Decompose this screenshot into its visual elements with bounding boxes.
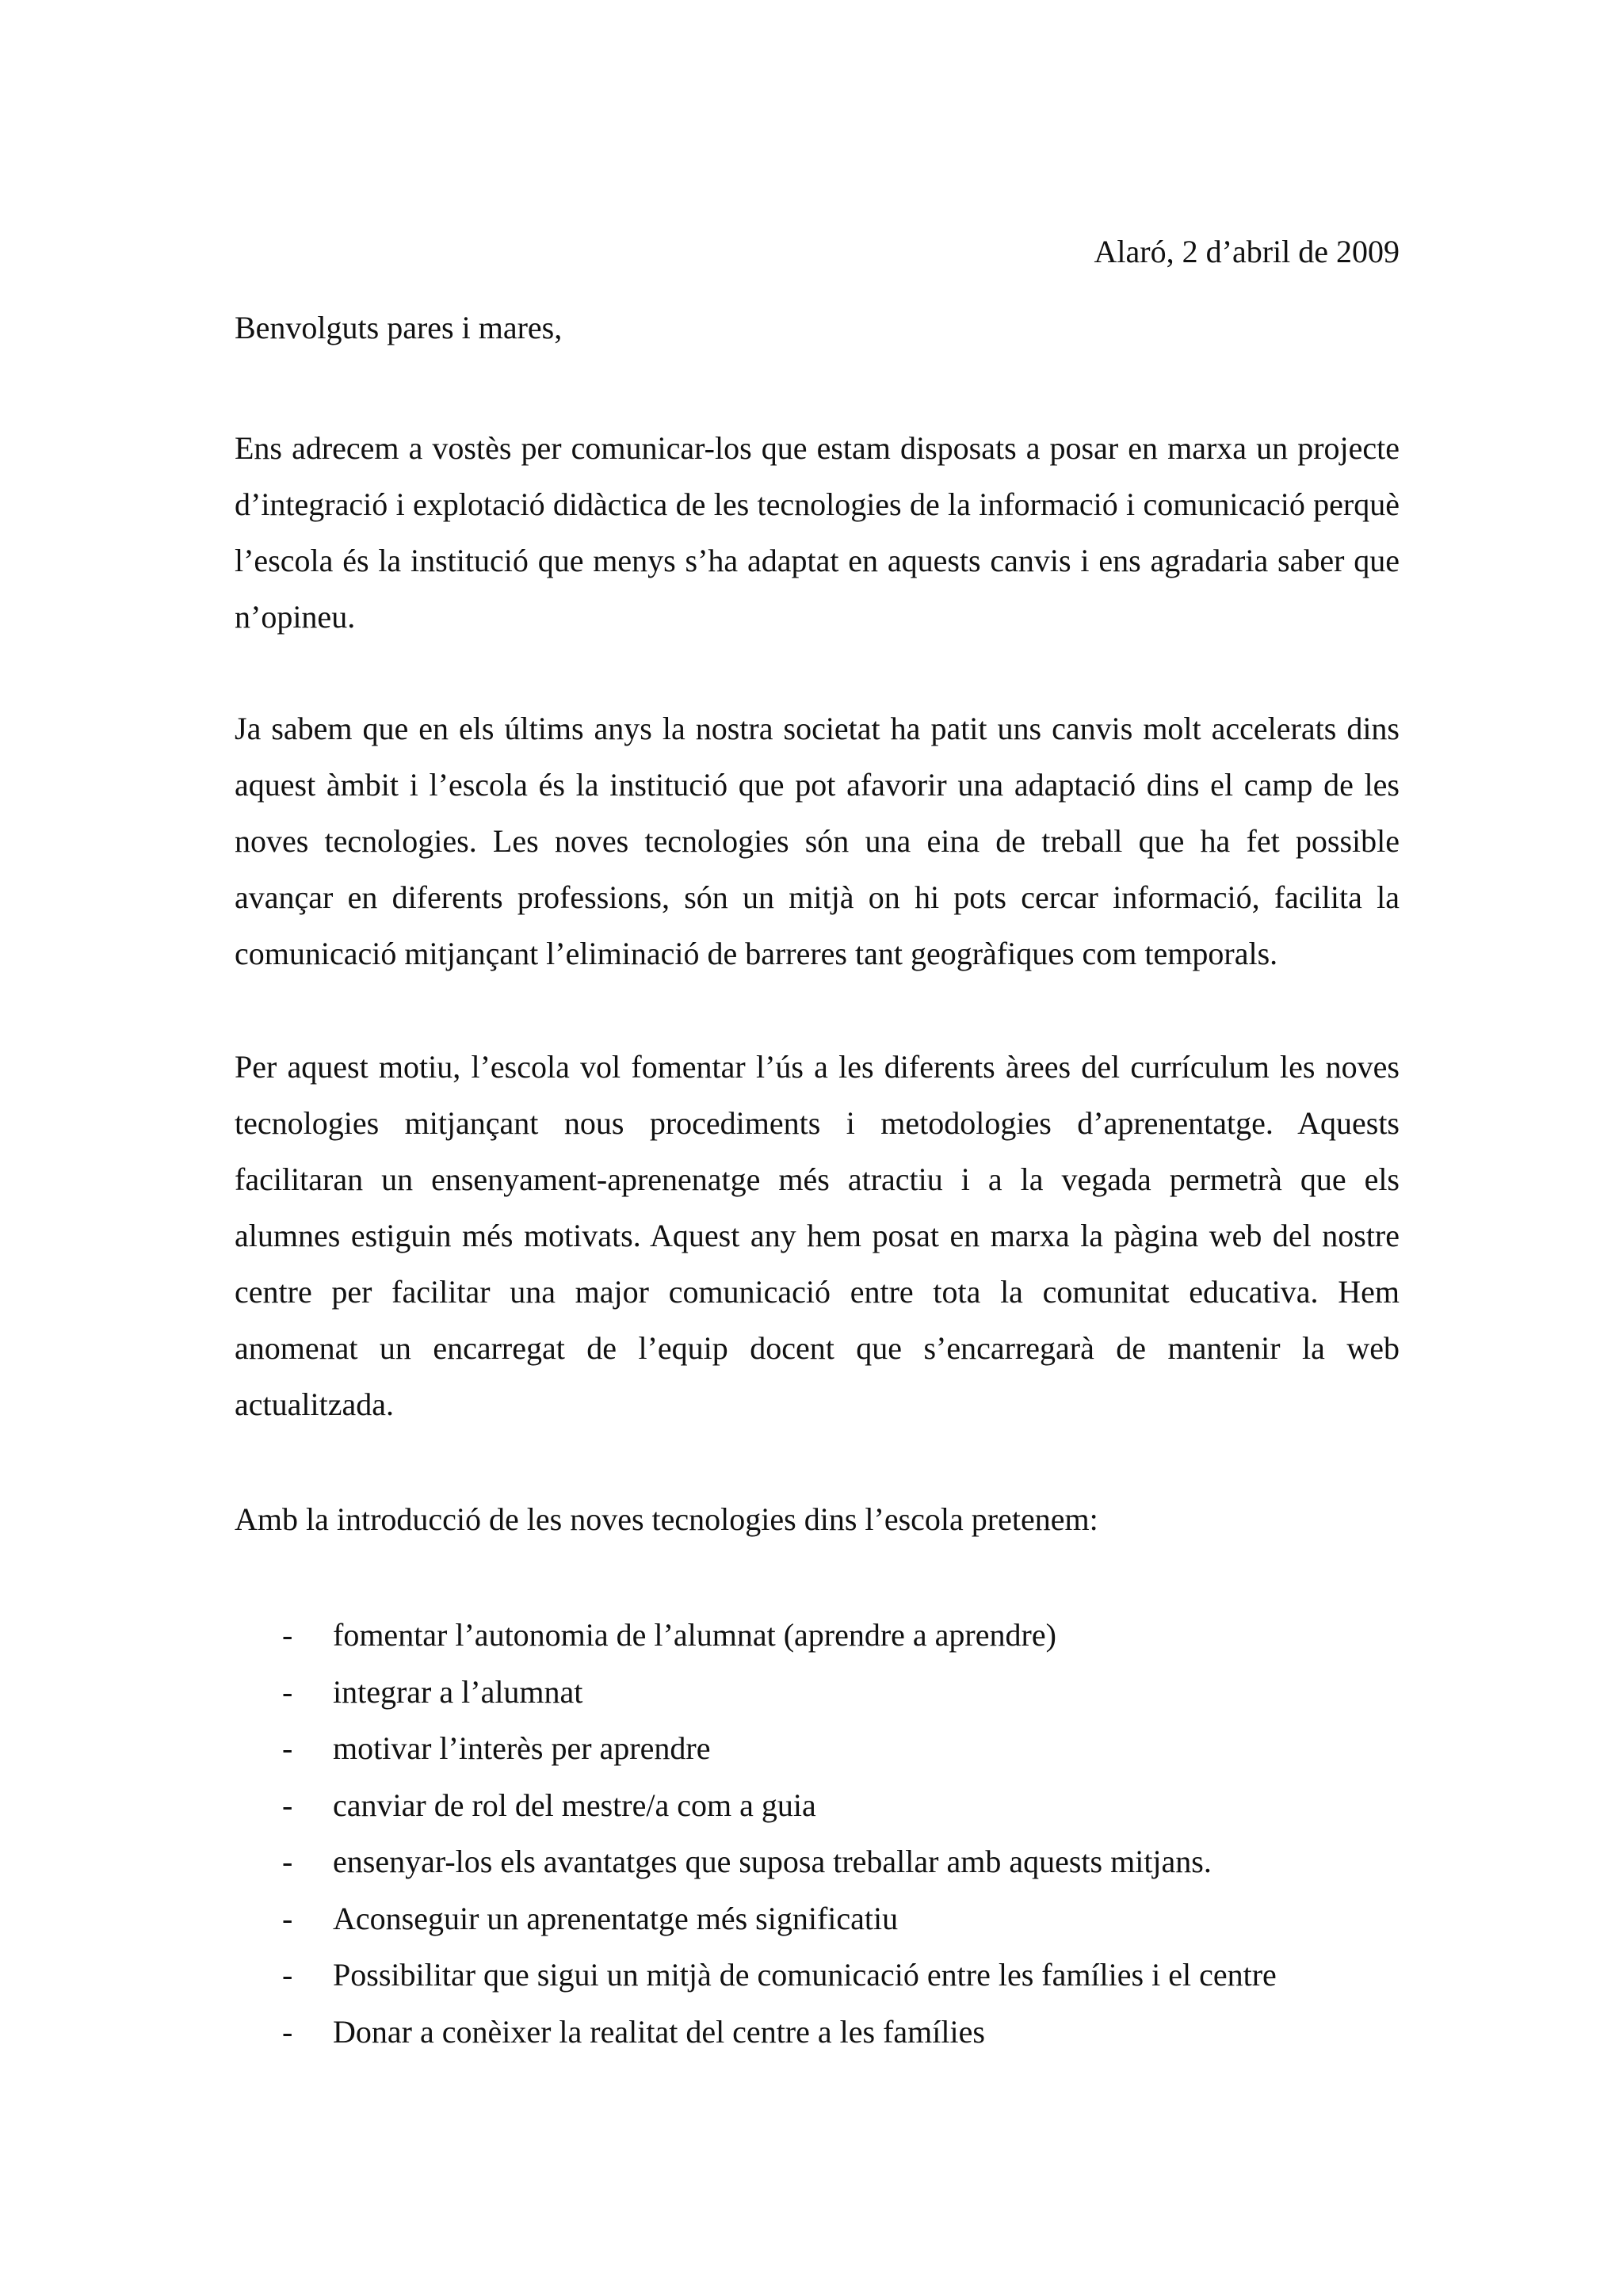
- list-item: [0, 1607, 1623, 1664]
- list-item: [0, 1947, 1623, 2004]
- paragraph-3: Per aquest motiu, l’escola vol fomentar l’ús a les diferents àrees del currículum les noves tecnologies mitjançant nous procediments i metodologies d’aprenentatge. Aquests facilitaran un ensenyament-aprenenatge més atractiu i a la vegada permetrà que els alumnes estiguin més motivats. Aquest any hem posat en marxa la pàgina web del nostre centre per facilitar una major comunicació entre tota la comunitat educativa. Hem anomenat un encarregat de l’equip docent que s’encarregarà de mantenir la web actualitzada.: [235, 1049, 1400, 1422]
- list-dash: -: [282, 1617, 293, 1653]
- list-item-text: integrar a l’alumnat: [333, 1673, 583, 1710]
- list-item: [0, 2004, 1623, 2061]
- list-dash: -: [282, 2013, 293, 2050]
- list-intro: Amb la introducció de les noves tecnologies dins l’escola pretenem:: [235, 1501, 1098, 1537]
- list-item-text: ensenyar-los els avantatges que suposa treballar amb aquests mitjans.: [333, 1844, 1212, 1879]
- list-dash: -: [282, 1730, 293, 1766]
- list-item: [0, 1777, 1623, 1834]
- list-item-text: canviar de rol del mestre/a com a guia: [333, 1787, 816, 1823]
- letter-greeting: Benvolguts pares i mares,: [235, 310, 563, 345]
- list-item: [0, 1720, 1623, 1777]
- list-dash: -: [282, 1673, 293, 1710]
- paragraph-1: Ens adrecem a vostès per comunicar-los que estam disposats a posar en marxa un projecte d’integració i explotació didàctica de les tecnologies de la informació i comunicació perquè l’escola és la institució que menys s’ha adaptat en aquests canvis i ens agradaria saber que n’opineu.: [235, 430, 1400, 635]
- list-dash: -: [282, 1900, 293, 1936]
- list-item-text: Possibilitar que sigui un mitjà de comunicació entre les famílies i el centre: [333, 1957, 1277, 1993]
- list-dash: -: [282, 1787, 293, 1823]
- list-dash: -: [282, 1844, 293, 1879]
- paragraph-2: Ja sabem que en els últims anys la nostra societat ha patit uns canvis molt accelerats dins aquest àmbit i l’escola és la institució que pot afavorir una adaptació dins el camp de les noves tecnologies. Les noves tecnologies són una eina de treball que ha fet possible avançar en diferents professions, són un mitjà on hi pots cercar informació, facilita la comunicació mitjançant l’eliminació de barreres tant geogràfiques com temporals.: [235, 711, 1400, 971]
- list-item-text: fomentar l’autonomia de l’alumnat (aprendre a aprendre): [333, 1617, 1056, 1653]
- list-item-text: Aconseguir un aprenentatge més significatiu: [333, 1900, 899, 1936]
- letter-date: Alaró, 2 d’abril de 2009: [1094, 234, 1400, 269]
- list-dash: -: [282, 1957, 293, 1993]
- list-item: [0, 1890, 1623, 1947]
- list-item-text: Donar a conèixer la realitat del centre a les famílies: [333, 2013, 985, 2050]
- list-item: [0, 1833, 1623, 1890]
- objectives-list: [0, 1607, 1623, 2060]
- list-item-text: motivar l’interès per aprendre: [333, 1730, 711, 1766]
- list-item: [0, 1664, 1623, 1721]
